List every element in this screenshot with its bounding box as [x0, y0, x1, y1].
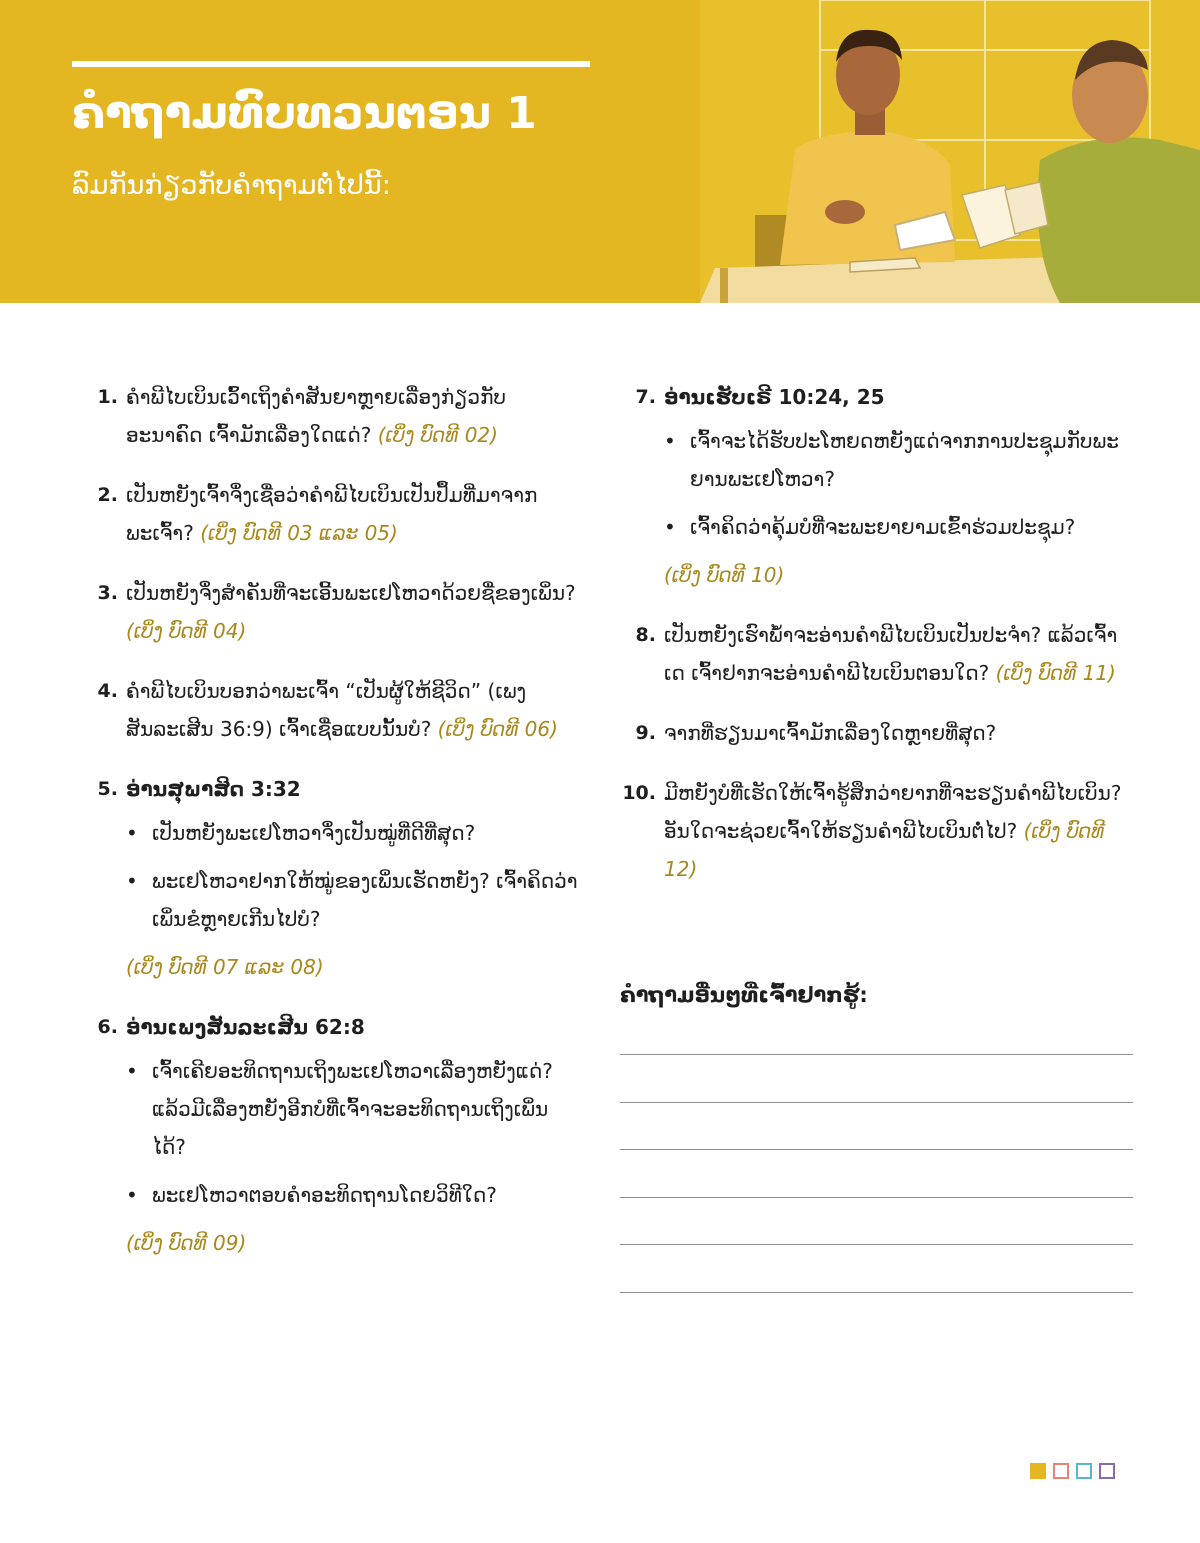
lesson-reference: (ເບິ່ງ ບົດທີ 06) — [437, 717, 558, 741]
question-number: 6. — [97, 1016, 118, 1038]
lesson-reference: (ເບິ່ງ ບົດທີ 02) — [377, 423, 498, 447]
section-square-outline — [1076, 1463, 1092, 1479]
sub-question — [126, 814, 582, 852]
sub-question-list — [126, 814, 582, 938]
question-text: ເປັນຫຍັງເຮົາພໍ້າຈະອ່ານຄຳພີໄບເບິນເປັນປະຈຳ? ແລ້ວເຈົ້າເດ ເຈົ້າຢາກຈະອ່ານຄຳພີໄບເບິນຕອນໃດ? — [664, 623, 1118, 685]
question-6 — [82, 1008, 582, 1262]
bullet-icon: • — [126, 1059, 138, 1083]
question-number: 5. — [97, 778, 118, 800]
lesson-reference: (ເບິ່ງ ບົດທີ 09) — [126, 1231, 247, 1255]
page-subtitle: ລົມກັນກ່ຽວກັບຄຳຖາມຕໍ່ໄປນີ້: — [72, 170, 391, 201]
write-in-line[interactable] — [620, 1149, 1133, 1150]
question-7 — [620, 378, 1135, 594]
question-number: 9. — [635, 722, 656, 744]
lesson-reference: (ເບິ່ງ ບົດທີ 12) — [664, 819, 1105, 881]
header-banner — [0, 0, 1200, 303]
bullet-icon: • — [126, 821, 138, 845]
question-number: 2. — [97, 484, 118, 506]
section-square-outline — [1099, 1463, 1115, 1479]
section-square-filled — [1030, 1463, 1046, 1479]
question-number: 3. — [97, 582, 118, 604]
sub-question-text: ເຈົ້າຄິດວ່າຄຸ້ມບໍທີ່ຈະພະຍາຍາມເຂົ້າຮ່ວມປະຊຸມ? — [690, 515, 1076, 539]
scripture-heading: ອ່ານເຮັບເຣີ 10:24, 25 — [664, 385, 885, 409]
lesson-reference: (ເບິ່ງ ບົດທີ 10) — [664, 563, 785, 587]
questions-right-column — [620, 378, 1135, 910]
title-rule — [72, 61, 590, 67]
question-text: ເປັນຫຍັງຈຶ່ງສຳຄັນທີ່ຈະເອີ້ນພະເຢໂຫວາດ້ວຍຊື່ຂອງເພິ່ນ? — [126, 581, 576, 605]
questions-left-column — [82, 378, 582, 1284]
question-5 — [82, 770, 582, 986]
question-4 — [82, 672, 582, 748]
question-text: ເປັນຫຍັງເຈົ້າຈຶ່ງເຊື່ອວ່າຄຳພີໄບເບິນເປັນປຶ້ມທີ່ມາຈາກພະເຈົ້າ? — [126, 483, 538, 545]
lesson-reference: (ເບິ່ງ ບົດທີ 04) — [126, 619, 247, 643]
sub-question-list — [126, 1052, 582, 1214]
sub-question-text: ເປັນຫຍັງພະເຢໂຫວາຈຶ່ງເປັນໝູ່ທີ່ດີທີ່ສຸດ? — [152, 821, 476, 845]
question-number: 4. — [97, 680, 118, 702]
question-2 — [82, 476, 582, 552]
question-9 — [620, 714, 1135, 752]
question-text: ມີຫຍັງບໍທີ່ເຮັດໃຫ້ເຈົ້າຮູ້ສຶກວ່າຍາກທີ່ຈະຮຽນຄຳພີໄບເບິນ? ອັນໃດຈະຊ່ວຍເຈົ້າໃຫ້ຮຽນຄຳພີໄບເບິນຕໍ່ໄປ? — [664, 781, 1122, 843]
sub-question-text: ພະເຢໂຫວາຕອບຄຳອະທິດຖານໂດຍວິທີໃດ? — [152, 1183, 497, 1207]
question-number: 8. — [635, 624, 656, 646]
sub-question — [664, 422, 1135, 498]
sub-question — [664, 508, 1135, 546]
lesson-reference: (ເບິ່ງ ບົດທີ 11) — [995, 661, 1116, 685]
write-in-line[interactable] — [620, 1292, 1133, 1293]
illustration-two-men-studying — [700, 0, 1200, 303]
question-text: ຄຳພີໄບເບິນບອກວ່າພະເຈົ້າ “ເປັນຜູ້ໃຫ້ຊີວິດ” (ເພງສັນລະເສີນ 36:9) ເຈົ້າເຊື່ອແບບນັ້ນບໍ? — [126, 679, 527, 741]
question-number: 7. — [635, 386, 656, 408]
write-in-line[interactable] — [620, 1197, 1133, 1198]
question-number: 10. — [622, 782, 656, 804]
sub-question-list — [664, 422, 1135, 546]
sub-question-text: ເຈົ້າຈະໄດ້ຮັບປະໂຫຍດຫຍັງແດ່ຈາກການປະຊຸມກັບພະຍານພະເຢໂຫວາ? — [690, 429, 1119, 491]
question-text: ຄຳພີໄບເບິນເວົ້າເຖິງຄຳສັນຍາຫຼາຍເລື່ອງກ່ຽວກັບອະນາຄົດ ເຈົ້າມັກເລື່ອງໃດແດ່? — [126, 385, 506, 447]
lesson-reference: (ເບິ່ງ ບົດທີ 03 ແລະ 05) — [200, 521, 398, 545]
question-text: ຈາກທີ່ຮຽນມາເຈົ້າມັກເລື່ອງໃດຫຼາຍທີ່ສຸດ? — [664, 721, 997, 745]
question-8 — [620, 616, 1135, 692]
question-10 — [620, 774, 1135, 888]
write-in-line[interactable] — [620, 1102, 1133, 1103]
write-in-line[interactable] — [620, 1244, 1133, 1245]
lesson-reference: (ເບິ່ງ ບົດທີ 07 ແລະ 08) — [126, 955, 324, 979]
section-square-outline — [1053, 1463, 1069, 1479]
sub-question — [126, 1176, 582, 1214]
bullet-icon: • — [664, 429, 676, 453]
sub-question — [126, 862, 582, 938]
bullet-icon: • — [126, 869, 138, 893]
other-questions-heading: ຄຳຖາມອື່ນໆທີ່ເຈົ້າຢາກຮູ້: — [620, 983, 868, 1007]
question-number: 1. — [97, 386, 118, 408]
sub-question-text: ພະເຢໂຫວາຢາກໃຫ້ໝູ່ຂອງເພິ່ນເຮັດຫຍັງ? ເຈົ້າຄິດວ່າເພິ່ນຂໍຫຼາຍເກີນໄປບໍ? — [152, 869, 578, 931]
scripture-heading: ອ່ານສຸພາສິດ 3:32 — [126, 777, 301, 801]
scripture-heading: ອ່ານເພງສັນລະເສີນ 62:8 — [126, 1015, 365, 1039]
bullet-icon: • — [126, 1183, 138, 1207]
question-3 — [82, 574, 582, 650]
sub-question-text: ເຈົ້າເຄີຍອະທິດຖານເຖິງພະເຢໂຫວາເລື່ອງຫຍັງແດ່? ແລ້ວມີເລື່ອງຫຍັງອີກບໍທີ່ເຈົ້າຈະອະທິດຖານເຖິງເພິ່ນໄດ້? — [152, 1059, 553, 1159]
sub-question — [126, 1052, 582, 1166]
bullet-icon: • — [664, 515, 676, 539]
write-in-line[interactable] — [620, 1054, 1133, 1055]
question-1 — [82, 378, 582, 454]
section-indicator — [1030, 1463, 1115, 1479]
page-title: ຄຳຖາມທົບທວນຕອນ 1 — [72, 88, 537, 139]
